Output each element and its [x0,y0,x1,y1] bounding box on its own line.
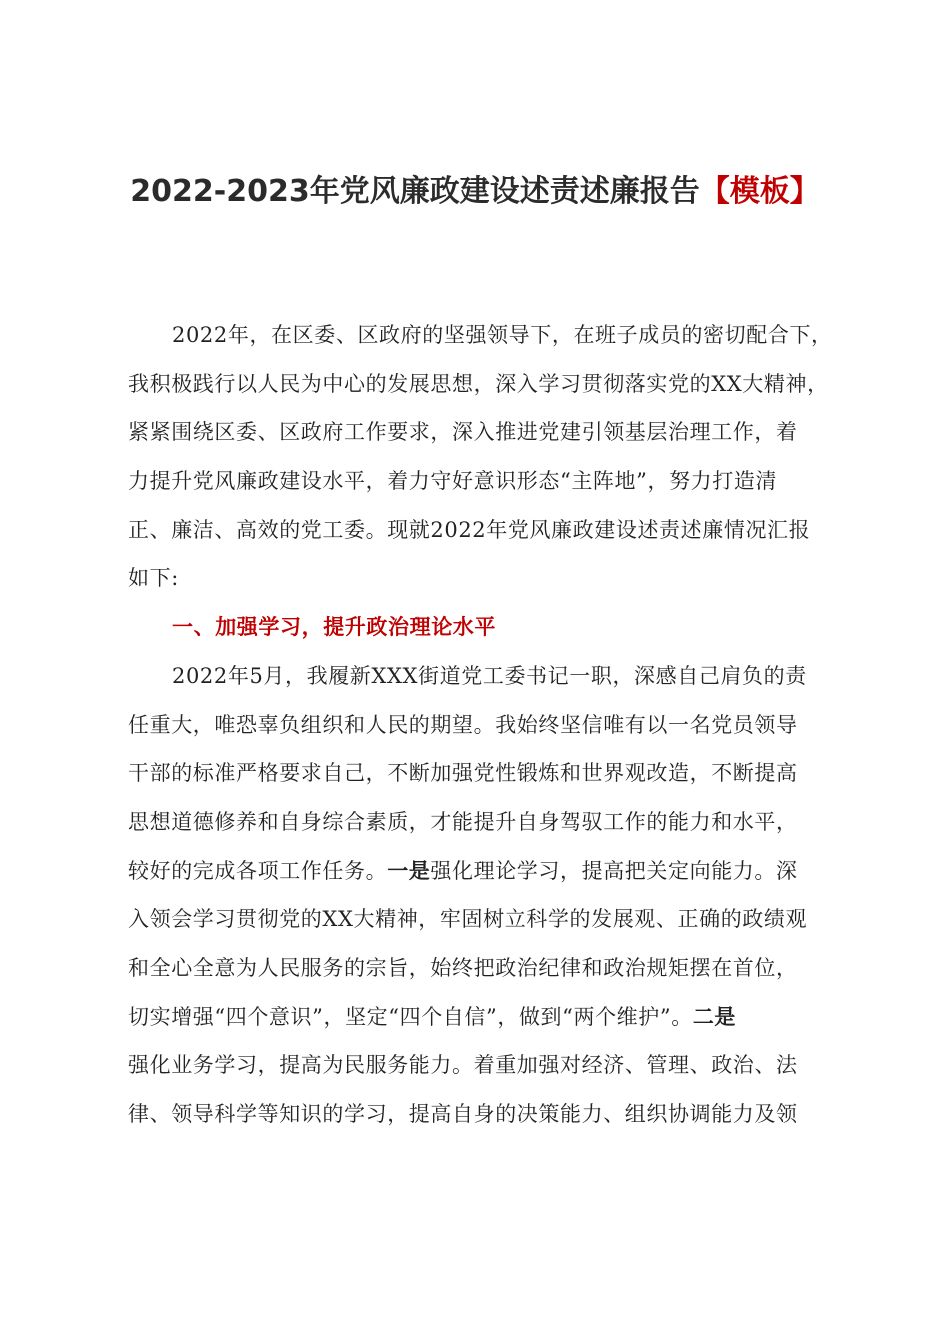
line-text: 较好的完成各项工作任务。 [128,858,388,883]
paragraph-line: 任重大，唯恐辜负组织和人民的期望。我始终坚信唯有以一名党员领导 [128,712,798,737]
line-text: 切实增强“四个意识”，坚定“四个自信”，做到“两个维护”。 [128,1004,693,1029]
bold-marker: 二是 [692,1004,737,1029]
paragraph-line: 紧紧围绕区委、区政府工作要求，深入推进党建引领基层治理工作，着 [128,420,798,445]
paragraph-line: 强化业务学习，提高为民服务能力。着重加强对经济、管理、政治、法 [128,1053,798,1078]
document-body [128,311,833,1139]
document-title [0,170,950,214]
paragraph-line: 入领会学习贯彻党的XX大精神，牢固树立科学的发展观、正确的政绩观 [128,907,808,932]
paragraph-line: 思想道德修养和自身综合素质，才能提升自身驾驭工作的能力和水平， [128,809,798,834]
paragraph-line [128,847,828,896]
paragraph-line: 和全心全意为人民服务的宗旨，始终把政治纪律和政治规矩摆在首位， [128,955,798,980]
paragraph-line: 2022年，在区委、区政府的坚强领导下，在班子成员的密切配合下， [172,323,833,347]
section-heading: 一、加强学习，提升政治理论水平 [172,615,496,640]
title-accent: 【模板】 [699,174,820,209]
paragraph-line: 2022年5月，我履新XXX街道党工委书记一职，深感自己肩负的责 [172,663,807,688]
paragraph-line [128,993,828,1042]
paragraph-line: 律、领导科学等知识的学习，提高自身的决策能力、组织协调能力及领 [128,1102,798,1126]
paragraph-line: 干部的标准严格要求自己，不断加强党性锻炼和世界观改造，不断提高 [128,761,798,786]
paragraph-line: 力提升党风廉政建设水平，着力守好意识形态“主阵地”，努力打造清 [128,469,778,494]
title-main: 2022-2023年党风廉政建设述责述廉报告 [130,174,700,209]
bold-marker: 一是 [387,858,431,883]
paragraph-line: 我积极践行以人民为中心的发展思想，深入学习贯彻落实党的XX大精神， [128,371,829,396]
paragraph-line: 如下: [128,566,179,591]
line-text: 强化理论学习，提高把关定向能力。深 [430,858,798,883]
paragraph-line: 正、廉洁、高效的党工委。现就2022年党风廉政建设述责述廉情况汇报 [128,517,811,542]
